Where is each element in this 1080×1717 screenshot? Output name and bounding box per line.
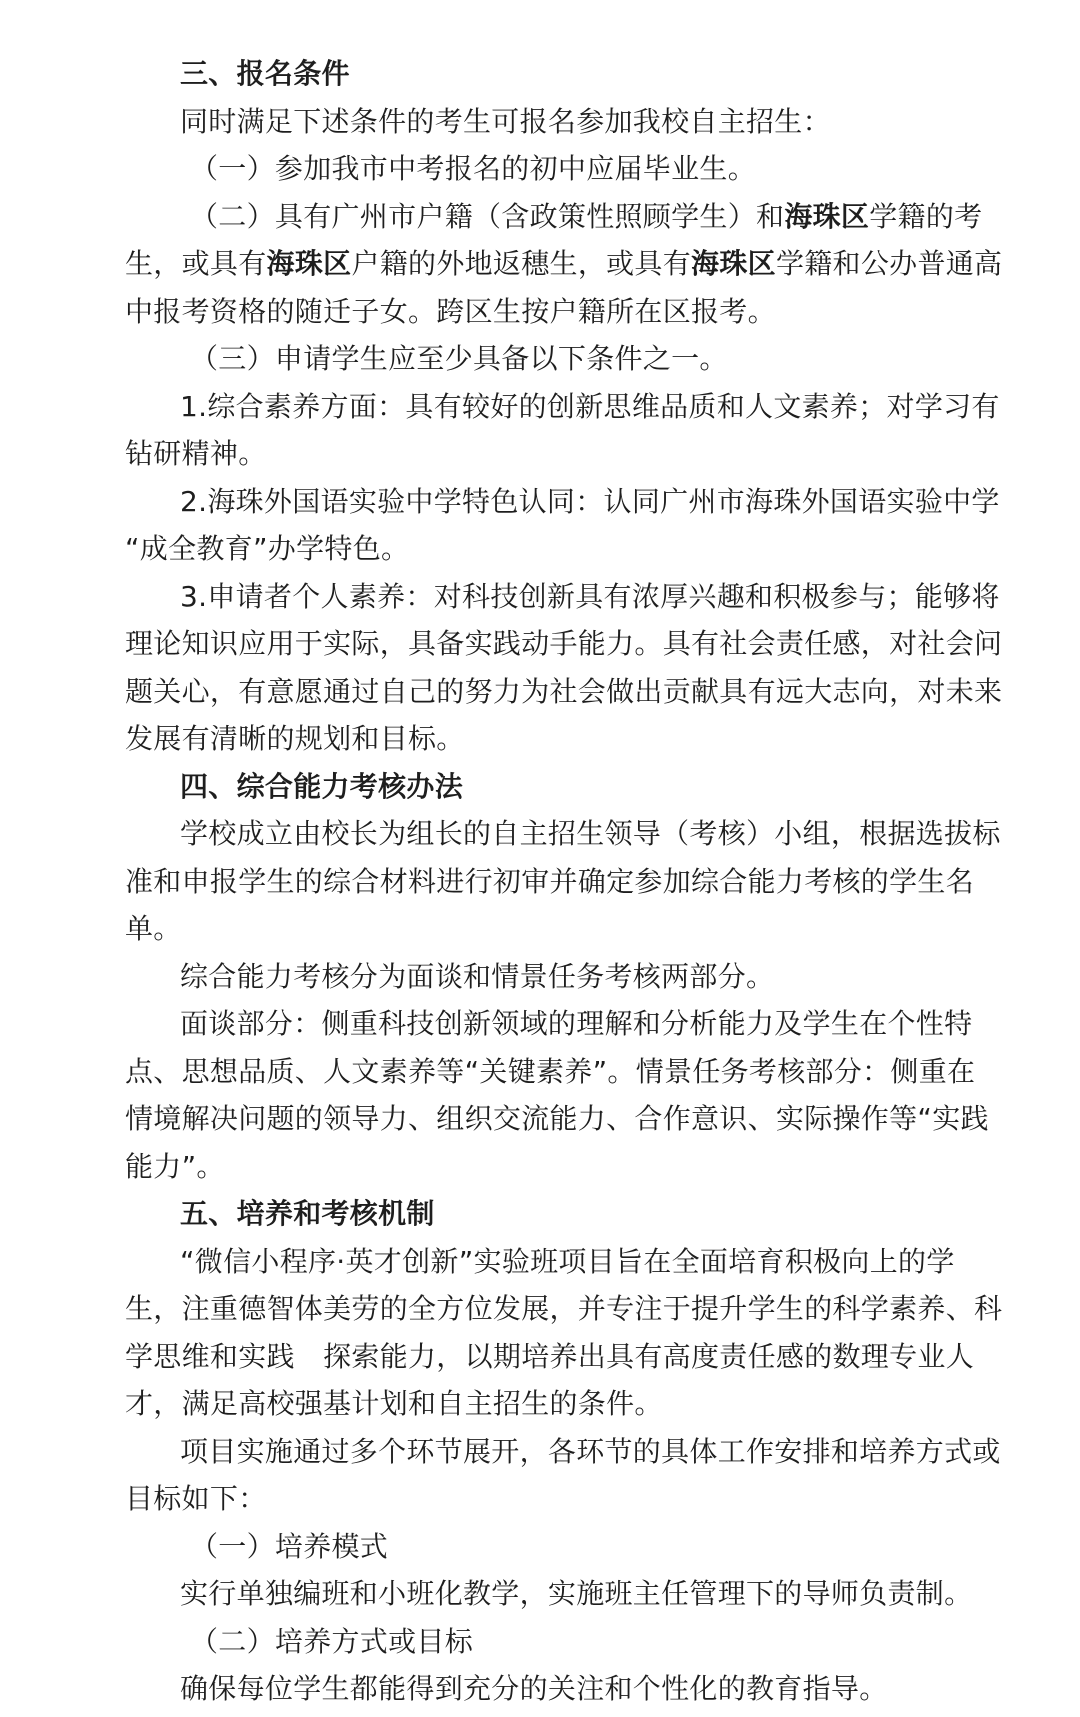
paragraph-line: 学思维和实践 探索能力，以期培养出具有高度责任感的数理专业人 xyxy=(125,1339,975,1373)
paragraph: 实行单独编班和小班化教学，实施班主任管理下的导师负责制。 xyxy=(180,1577,973,1610)
paragraph: 项目实施通过多个环节展开，各环节的具体工作安排和培养方式或 xyxy=(180,1434,1001,1468)
text-run: 户籍的外地返穗生，或具有 xyxy=(351,247,692,280)
text-run: 学籍和公办普通高 xyxy=(775,247,1003,280)
paragraph-line: 情境解决问题的领导力、组织交流能力、合作意识、实际操作等“实践 xyxy=(125,1102,989,1135)
paragraph: 同时满足下述条件的考生可报名参加我校自主招生： xyxy=(180,104,831,138)
list-item: 3.申请者个人素养：对科技创新具有浓厚兴趣和积极参与；能够将 xyxy=(180,579,1000,613)
highlighted-text: 海珠区 xyxy=(784,199,870,233)
list-item: 1.综合素养方面：具有较好的创新思维品质和人文素养；对学习有 xyxy=(180,389,1000,423)
highlighted-text: 海珠区 xyxy=(266,247,352,280)
paragraph-line: 准和申报学生的综合材料进行初审并确定参加综合能力考核的学生名 xyxy=(125,864,975,898)
highlighted-text: 海珠区 xyxy=(691,247,776,280)
paragraph-line: 钻研精神。 xyxy=(125,437,267,470)
list-item: （三）申请学生应至少具备以下条件之一。 xyxy=(190,342,728,375)
paragraph-line: 单。 xyxy=(125,912,182,945)
paragraph-line: 生，注重德智体美劳的全方位发展，并专注于提升学生的科学素养、科 xyxy=(125,1292,1003,1325)
paragraph-line: 题关心，有意愿通过自己的努力为社会做出贡献具有远大志向，对未来 xyxy=(125,674,1003,708)
paragraph-line: 发展有清晰的规划和目标。 xyxy=(125,722,465,755)
paragraph-line: “成全教育”办学特色。 xyxy=(125,532,410,565)
paragraph: 面谈部分：侧重科技创新领域的理解和分析能力及学生在个性特 xyxy=(180,1007,973,1040)
paragraph-line: 能力”。 xyxy=(125,1149,225,1183)
list-item: （一）培养模式 xyxy=(190,1529,389,1563)
text-run: 学籍的考 xyxy=(869,199,983,233)
paragraph-line xyxy=(125,240,1003,288)
paragraph-line: 点、思想品质、人文素养等“关键素养”。情景任务考核部分：侧重在 xyxy=(125,1054,976,1088)
paragraph: 学校成立由校长为组长的自主招生领导（考核）小组，根据选拔标 xyxy=(180,817,1001,850)
paragraph: “微信小程序·英才创新”实验班项目旨在全面培育积极向上的学 xyxy=(180,1244,955,1278)
paragraph-line: 目标如下： xyxy=(125,1482,267,1515)
document-body xyxy=(125,50,1003,1713)
section-heading-4: 四、综合能力考核办法 xyxy=(180,769,464,803)
list-item xyxy=(125,193,983,241)
text-run: 生，或具有 xyxy=(125,247,267,280)
section-heading-5: 五、培养和考核机制 xyxy=(180,1197,435,1230)
list-item: （二）培养方式或目标 xyxy=(190,1624,474,1658)
list-item: （一）参加我市中考报名的初中应届毕业生。 xyxy=(190,152,757,185)
section-heading-3: 三、报名条件 xyxy=(180,57,350,90)
paragraph-line: 理论知识应用于实际，具备实践动手能力。具有社会责任感，对社会问 xyxy=(125,627,1003,660)
paragraph-line: 中报考资格的随迁子女。跨区生按户籍所在区报考。 xyxy=(125,294,776,328)
paragraph: 确保每位学生都能得到充分的关注和个性化的教育指导。 xyxy=(180,1672,888,1705)
text-run: （二）具有广州市户籍（含政策性照顾学生）和 xyxy=(190,199,785,233)
paragraph: 综合能力考核分为面谈和情景任务考核两部分。 xyxy=(180,959,775,993)
list-item: 2.海珠外国语实验中学特色认同：认同广州市海珠外国语实验中学 xyxy=(180,484,1000,518)
paragraph-line: 才，满足高校强基计划和自主招生的条件。 xyxy=(125,1387,663,1420)
